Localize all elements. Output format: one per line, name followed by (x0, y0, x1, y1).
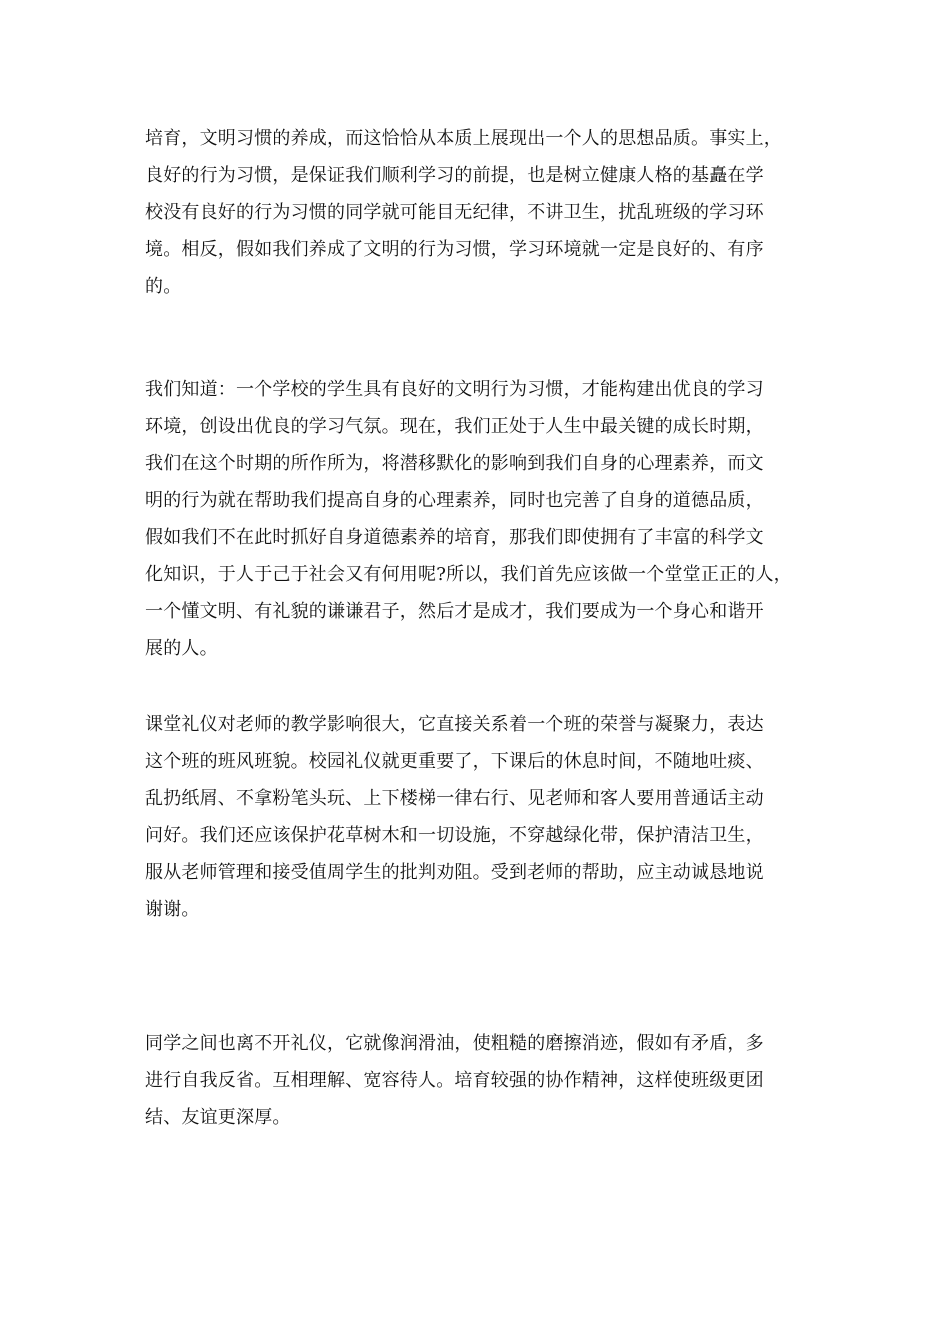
paragraph-learning-environment (145, 371, 825, 667)
text-line: 我们在这个时期的所作所为，将潜移默化的影响到我们自身的心理素养，而文 (145, 453, 764, 474)
text-line: 展的人。 (145, 638, 218, 659)
paragraph-civilized-habits (145, 120, 825, 305)
text-line: 进行自我反省。互相理解、宽容待人。培育较强的协作精神，这样使班级更团 (145, 1070, 764, 1091)
paragraph-classroom-etiquette (145, 706, 825, 928)
text-line: 培育，文明习惯的养成，而这恰恰从本质上展现出一个人的思想品质。事实上， (145, 128, 782, 149)
text-line: 谢谢。 (145, 899, 200, 920)
text-line: 结、友谊更深厚。 (145, 1107, 291, 1128)
text-line: 服从老师管理和接受值周学生的批判劝阻。受到老师的帮助，应主动诚恳地说 (145, 862, 764, 883)
paragraph-classmate-etiquette (145, 1025, 825, 1136)
text-line: 假如我们不在此时抓好自身道德素养的培育，那我们即使拥有了丰富的科学文 (145, 527, 764, 548)
text-line: 化知识，于人于己于社会又有何用呢?所以，我们首先应该做一个堂堂正正的人， (145, 564, 792, 585)
text-line: 环境，创设出优良的学习气氛。现在，我们正处于人生中最关键的成长时期， (145, 416, 764, 437)
text-line: 良好的行为习惯，是保证我们顺利学习的前提，也是树立健康人格的基矗在学 (145, 165, 764, 186)
text-line: 一个懂文明、有礼貌的谦谦君子，然后才是成才，我们要成为一个身心和谐开 (145, 601, 764, 622)
text-line: 这个班的班风班貌。校园礼仪就更重要了，下课后的休息时间，不随地吐痰、 (145, 751, 764, 772)
text-line: 乱扔纸屑、不拿粉笔头玩、上下楼梯一律右行、见老师和客人要用普通话主动 (145, 788, 764, 809)
text-line: 课堂礼仪对老师的教学影响很大，它直接关系着一个班的荣誉与凝聚力，表达 (145, 714, 764, 735)
text-line: 的。 (145, 276, 182, 297)
text-line: 境。相反，假如我们养成了文明的行为习惯，学习环境就一定是良好的、有序 (145, 239, 764, 260)
text-line: 我们知道：一个学校的学生具有良好的文明行为习惯，才能构建出优良的学习 (145, 379, 764, 400)
text-line: 明的行为就在帮助我们提高自身的心理素养，同时也完善了自身的道德品质， (145, 490, 764, 511)
text-line: 校没有良好的行为习惯的同学就可能目无纪律，不讲卫生，扰乱班级的学习环 (145, 202, 764, 223)
text-line: 同学之间也离不开礼仪，它就像润滑油，使粗糙的磨擦消迹，假如有矛盾，多 (145, 1033, 764, 1054)
text-line: 问好。我们还应该保护花草树木和一切设施，不穿越绿化带，保护清洁卫生， (145, 825, 764, 846)
